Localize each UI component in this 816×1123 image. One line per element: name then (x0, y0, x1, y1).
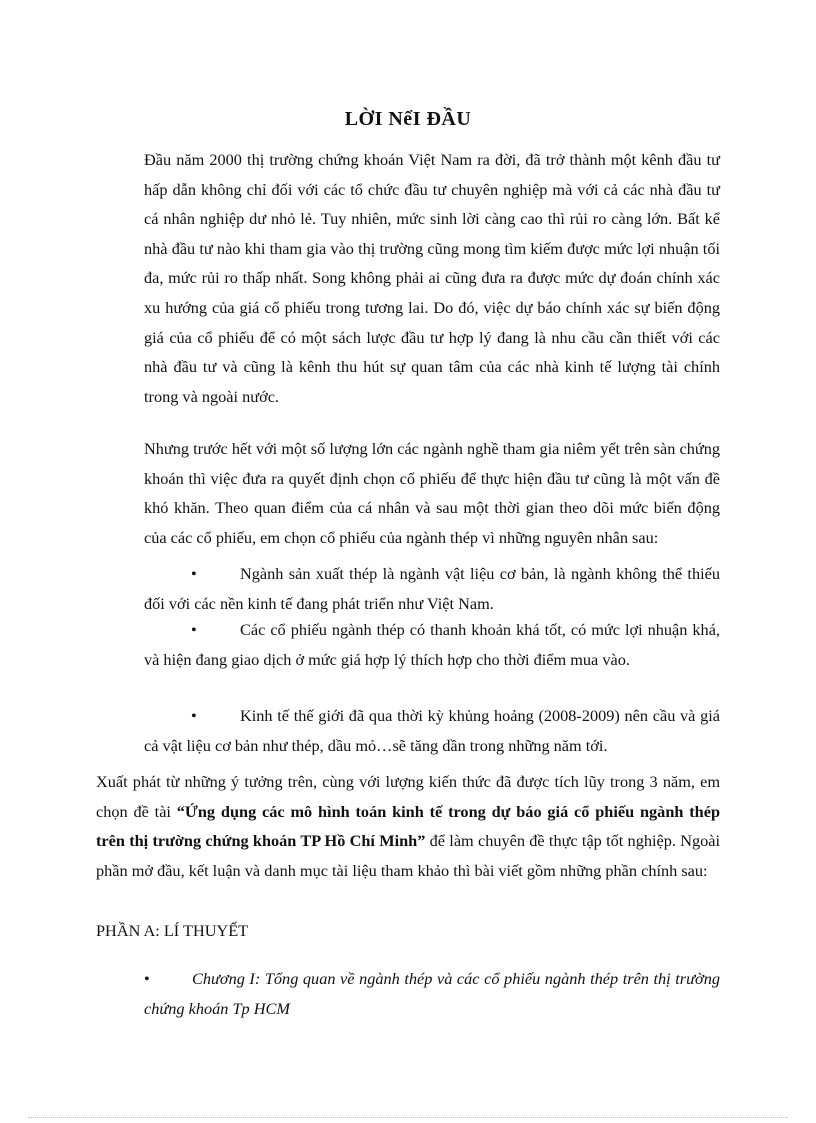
topic-title: “Ứng dụng các mô hình toán kinh tế trong dự báo giá cổ phiếu ngành thép trên thị trường chứng khoán TP Hồ Chí Minh” (96, 801, 721, 851)
topic-intro-text: Xuất phát từ những ý tưởng trên, cùng với lượng kiến thức đã được tích lũy trong 3 năm, em chọn đề tài (96, 772, 720, 821)
page-bottom-divider (28, 1117, 788, 1118)
chapter-1-bullet (144, 964, 720, 1023)
intro-paragraph-2: Nhưng trước hết với một số lượng lớn các ngành nghề tham gia niêm yết trên sàn chứng khoán thì việc đưa ra quyết định chọn cổ phiếu để thực hiện đầu tư cũng là một vấn đề khó khăn. Theo quan điểm của cá nhân và sau một thời gian theo dõi mức biến động của các cổ phiếu, em chọn cổ phiếu của ngành thép vì những nguyên nhân sau: (144, 439, 720, 547)
part-a-heading: PHẦN A: LÍ THUYẾT (96, 921, 249, 940)
bullet-icon: • (191, 706, 197, 725)
bullet-icon: • (144, 969, 150, 988)
bullet-text: Kinh tế thế giới đã qua thời kỳ khủng hoảng (2008-2009) nên cầu và giá cả vật liệu cơ bản như thép, dầu mỏ…sẽ tăng dần trong những năm tới. (144, 706, 720, 755)
bullet-icon: • (191, 564, 197, 583)
reason-bullet-1 (144, 559, 720, 618)
topic-paragraph (96, 767, 720, 885)
bullet-text: Các cổ phiếu ngành thép có thanh khoản khá tốt, có mức lợi nhuận khá, và hiện đang giao dịch ở mức giá hợp lý thích hợp cho thời điểm mua vào. (144, 620, 720, 669)
topic-outro-text: để làm chuyên đề thực tập tốt nghiệp. Ngoài phần mở đầu, kết luận và danh mục tài liệu tham khảo thì bài viết gồm những phần chính sau: (96, 831, 720, 880)
reason-bullet-3 (144, 701, 720, 760)
bullet-text: Ngành sản xuất thép là ngành vật liệu cơ bản, là ngành không thể thiếu đối với các nền kinh tế đang phát triển như Việt Nam. (144, 564, 720, 613)
page-title: LỜI NểI ĐẦU (344, 108, 472, 130)
chapter-1-text: Chương I: Tổng quan về ngành thép và các cổ phiếu ngành thép trên thị trường chứng khoán Tp HCM (144, 969, 720, 1018)
intro-paragraph-1: Đầu năm 2000 thị trường chứng khoán Việt Nam ra đời, đã trở thành một kênh đầu tư hấp dẫn không chỉ đối với các tổ chức đầu tư chuyên nghiệp mà với cả các nhà đầu tư cá nhân nghiệp dư nhỏ lẻ. Tuy nhiên, mức sinh lời càng cao thì rủi ro càng lớn. Bất kể nhà đầu tư nào khi tham gia vào thị trường cũng mong tìm kiếm được mức lợi nhuận tối đa, mức rủi ro thấp nhất. Song không phải ai cũng đưa ra được mức dự đoán chính xác xu hướng của giá cổ phiếu trong tương lai. Do đó, việc dự báo chính xác sự biến động giá của cổ phiếu để có một sách lược đầu tư hợp lý đang là nhu cầu cần thiết với các nhà đầu tư và cũng là kênh thu hút sự quan tâm của các nhà kinh tế lượng tài chính trong và ngoài nước. (144, 150, 720, 406)
reason-bullet-2 (144, 615, 720, 674)
bullet-icon: • (191, 620, 197, 639)
